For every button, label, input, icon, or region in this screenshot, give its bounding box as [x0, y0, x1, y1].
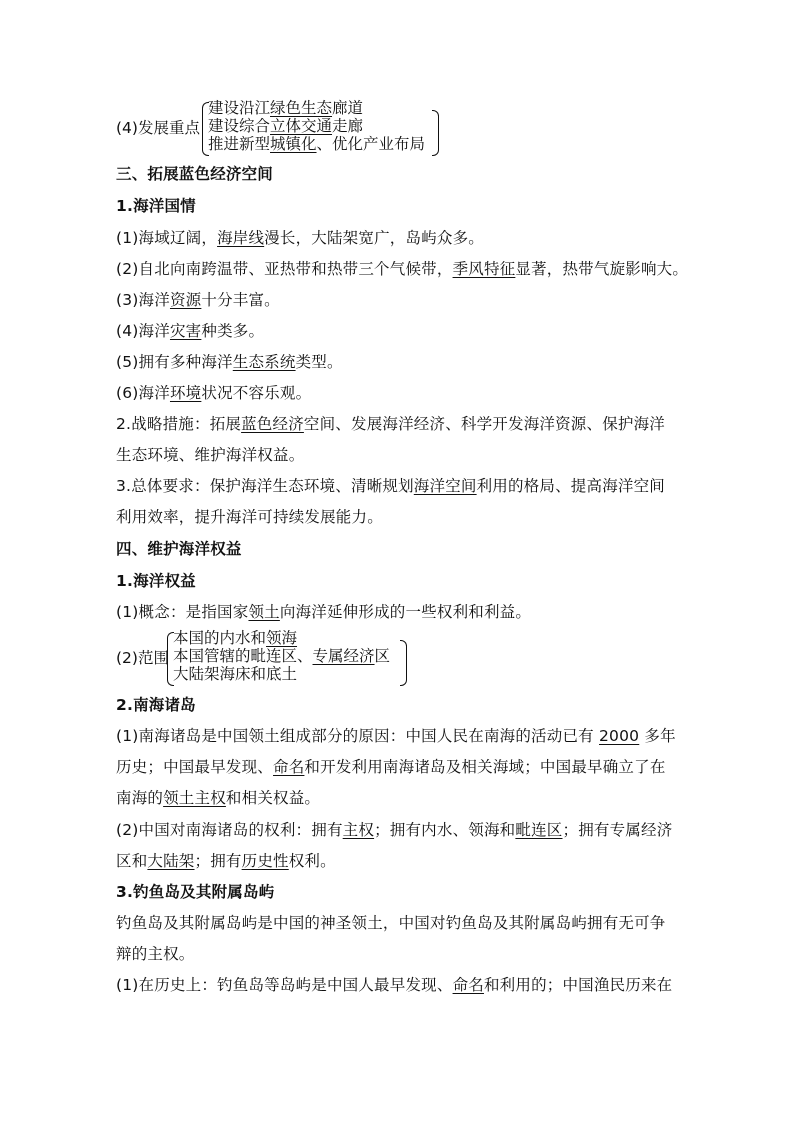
concept-line: (1)概念：是指国家领土向海洋延伸形成的一些权利和利益。 — [116, 603, 532, 621]
ocean-item-3: (3)海洋资源十分丰富。 — [116, 291, 280, 309]
scs-paragraph-1-line-1: (1)南海诸岛是中国领土组成部分的原因：中国人民在南海的活动已有 2000 多年 — [116, 727, 676, 745]
diaoyu-heading: 3.钓鱼岛及其附属岛屿 — [116, 883, 275, 901]
focus-item-1: 建设沿江绿色生态廊道 — [208, 99, 364, 117]
strategy-line-1: 2.战略措施：拓展蓝色经济空间、发展海洋经济、科学开发海洋资源、保护海洋 — [116, 415, 666, 433]
development-focus-block — [116, 98, 456, 158]
scs-paragraph-1-line-3: 南海的领土主权和相关权益。 — [116, 789, 321, 807]
scs-paragraph-2-line-2: 区和大陆架；拥有历史性权利。 — [116, 852, 336, 870]
diaoyu-line-2: 辩的主权。 — [116, 945, 195, 963]
section-3-heading: 三、拓展蓝色经济空间 — [116, 165, 274, 183]
ocean-item-5: (5)拥有多种海洋生态系统类型。 — [116, 353, 343, 371]
scs-paragraph-1-line-2: 历史；中国最早发现、命名和开发利用南海诸岛及相关海域；中国最早确立了在 — [116, 758, 666, 776]
south-china-sea-heading: 2.南海诸岛 — [116, 696, 196, 714]
focus-item-3: 推进新型城镇化、优化产业布局 — [208, 135, 426, 153]
scope-label: (2)范围 — [116, 649, 169, 667]
diaoyu-line-1: 钓鱼岛及其附属岛屿是中国的神圣领土，中国对钓鱼岛及其附属岛屿拥有无可争 — [116, 914, 666, 932]
scope-block — [116, 628, 416, 688]
requirement-line-2: 利用效率，提升海洋可持续发展能力。 — [116, 508, 383, 526]
ocean-item-4: (4)海洋灾害种类多。 — [116, 322, 265, 340]
requirement-line-1: 3.总体要求：保护海洋生态环境、清晰规划海洋空间利用的格局、提高海洋空间 — [116, 477, 666, 495]
ocean-item-1: (1)海域辽阔，海岸线漫长，大陆架宽广，岛屿众多。 — [116, 229, 484, 247]
focus-item-2: 建设综合立体交通走廊 — [208, 117, 364, 135]
right-brace — [432, 110, 439, 156]
scope-item-3: 大陆架海床和底土 — [173, 665, 298, 683]
diaoyu-line-3: (1)在历史上：钓鱼岛等岛屿是中国人最早发现、命名和利用的；中国渔民历来在 — [116, 976, 673, 994]
maritime-rights-heading: 1.海洋权益 — [116, 572, 196, 590]
right-brace — [400, 640, 407, 686]
development-focus-label: (4)发展重点 — [116, 119, 200, 137]
ocean-item-6: (6)海洋环境状况不容乐观。 — [116, 384, 312, 402]
strategy-line-2: 生态环境、维护海洋权益。 — [116, 446, 305, 464]
scope-item-1: 本国的内水和领海 — [173, 629, 298, 647]
ocean-item-2: (2)自北向南跨温带、亚热带和热带三个气候带，季风特征显著，热带气旋影响大。 — [116, 260, 689, 278]
scs-paragraph-2-line-1: (2)中国对南海诸岛的权利：拥有主权；拥有内水、领海和毗连区；拥有专属经济 — [116, 821, 673, 839]
ocean-situation-heading: 1.海洋国情 — [116, 197, 196, 215]
scope-item-2: 本国管辖的毗连区、专属经济区 — [173, 647, 391, 665]
section-4-heading: 四、维护海洋权益 — [116, 540, 242, 558]
